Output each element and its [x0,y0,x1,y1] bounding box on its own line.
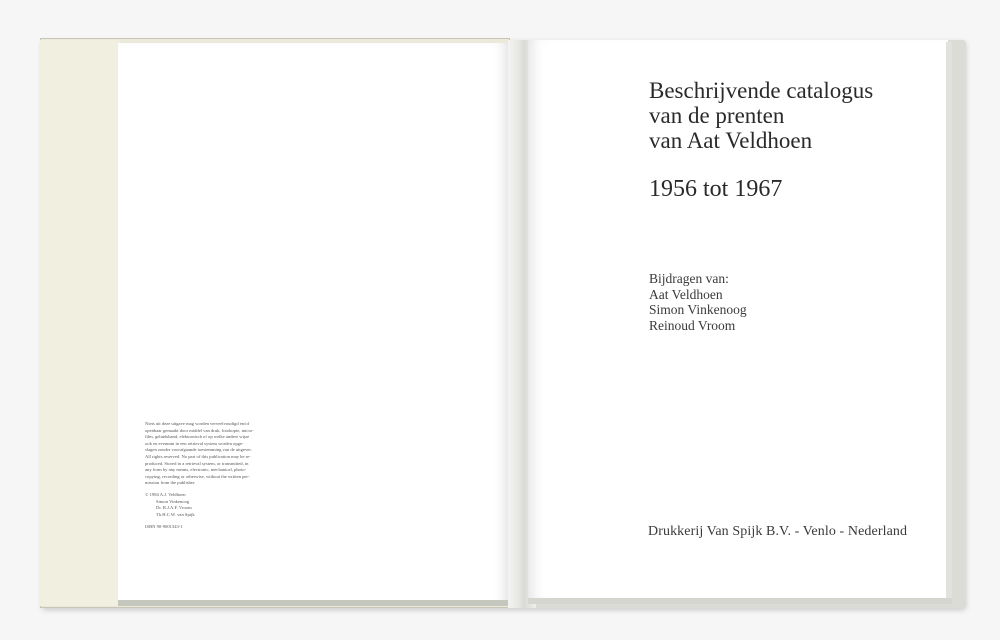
copyright-block [145,492,295,518]
contributor-name: Aat Veldhoen [649,286,723,302]
page-bottom-edge [528,598,952,604]
colophon-line: produced. Stored in a retrieval system, or transmitted, in [145,460,249,466]
title-line: van de prenten [649,103,785,128]
copyright-line: Th.H.C.W. van Spijk [156,511,195,517]
colophon-line: ook en evenmin in een retrieval system worden opge- [145,440,244,446]
colophon-line: All rights reserved. No part of this publication may be re- [145,453,251,459]
dust-jacket-flap [40,40,120,606]
title-line: van Aat Veldhoen [649,128,813,153]
isbn: ISBN 90-9001343-1 [145,524,183,530]
colophon-line: copying, recording or otherwise, without the written per- [145,473,250,479]
publisher-line: Drukkerij Van Spijk B.V. - Venlo - Nederland [648,524,908,539]
contributor-name: Simon Vinkenoog [649,302,747,317]
page-edge [946,42,952,602]
cloth-edge [118,600,530,606]
colophon-line: openbaar gemaakt door middel van druk, fotokopie, micro- [145,427,254,433]
colophon-line: slagen zonder voorafgaande toestemming van de uitgever. [145,447,252,453]
colophon [145,421,295,531]
copyright-line: © 1984 A.J. Veldhoen [145,491,186,497]
contributors-heading: Bijdragen van: [649,271,729,286]
contributor-name: Reinoud Vroom [649,317,736,333]
contributors [649,271,747,333]
title-line: Beschrijvende catalogus [649,78,874,103]
colophon-line: Niets uit deze uitgave mag worden verveelvoudigd en/of [145,421,250,426]
colophon-line: any form by any means, electronic, mechanical, photo- [145,467,247,473]
colophon-line: film, geluidsband, elektronisch of op welke andere wijze [145,434,250,440]
copyright-line: Dr. R.J.A.F. Vroom [156,505,192,511]
book-title [649,78,873,153]
copyright-line: Simon Vinkenoog [156,498,190,504]
year-range: 1956 tot 1967 [649,176,783,202]
colophon-line: mission from the publisher. [145,480,196,486]
